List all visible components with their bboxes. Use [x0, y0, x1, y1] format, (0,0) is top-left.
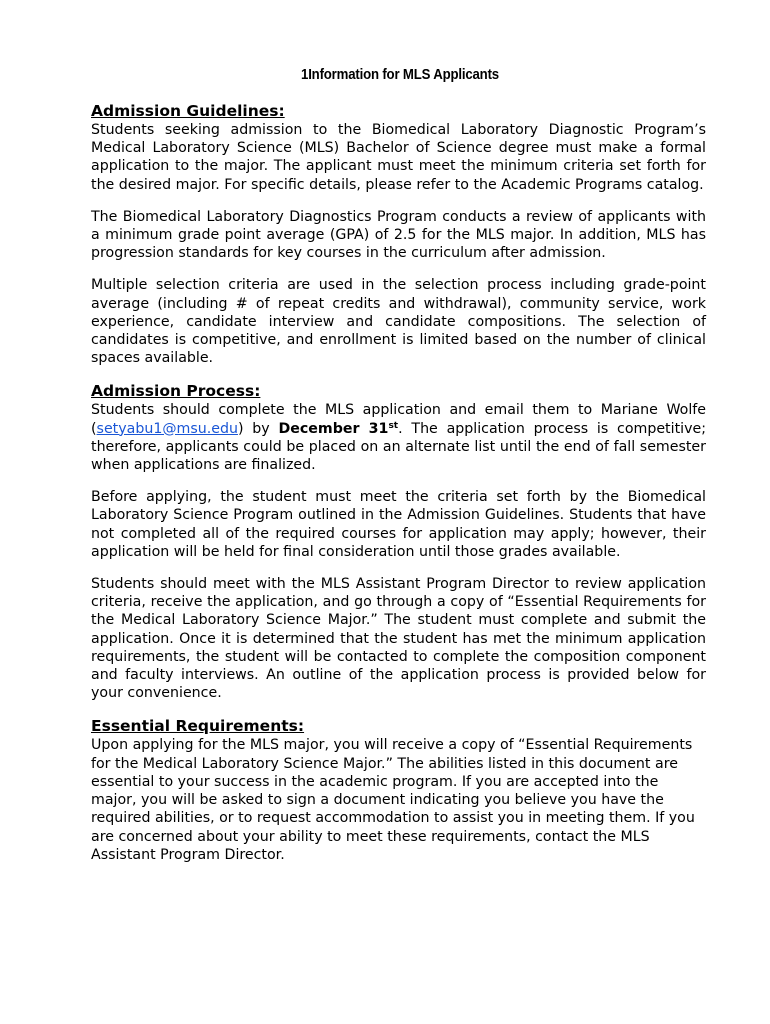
admission-process-heading: Admission Process: [91, 382, 261, 401]
admission-process-text-by: ) by [237, 420, 279, 437]
essential-requirements-paragraph: Upon applying for the MLS major, you will receive a copy of “Essential Requirements for the Medical Laboratory Science Major.” The abilities listed in this document are essential to your success in the academic program. If you are accepted into the major, you will be asked to sign a document indicating you believe you have the required abilities, or to request accommodation to assist you in meeting them. If you are concerned about your ability to meet these requirements, contact the MLS Assistant Program Director. [91, 737, 695, 863]
deadline-text: December 31 [278, 420, 389, 437]
admission-process-paragraph-2: Before applying, the student must meet the criteria set forth by the Biomedical Laboratory Science Program outlined in the Admission Guidelines. Students that have not completed all of the required courses for application may apply; however, their application will be held for final consideration until those grades available. [91, 489, 706, 560]
document-title: 1Information for MLS Applicants [301, 66, 499, 83]
admission-guidelines-heading: Admission Guidelines: [91, 102, 285, 120]
admission-process-text-start: Students should complete the MLS application and email them to Mariane Wolfe ( [91, 402, 706, 437]
deadline-date [278, 421, 398, 437]
admission-process-text-end: . The application process is competitive; therefore, applicants could be placed on an alternate list until the end of fall semester when applications are finalized. [91, 420, 706, 474]
email-link[interactable]: setyabu1@msu.edu [96, 420, 238, 437]
admission-guidelines-paragraph-2: The Biomedical Laboratory Diagnostics Program conducts a review of applicants with a minimum grade point average (GPA) of 2.5 for the MLS major. In addition, MLS has progression standards for key courses in the curriculum after admission. [91, 208, 706, 262]
admission-process-paragraph-3: Students should meet with the MLS Assistant Program Director to review application criteria, receive the application, and go through a copy of “Essential Requirements for the Medical Laboratory Science Major.” The student must complete and submit the application. Once it is determined that the student has met the minimum application requirements, the student will be contacted to complete the composition component and faculty interviews. An outline of the application process is provided below for your convenience. [91, 576, 706, 702]
document-body [91, 101, 706, 864]
essential-requirements-heading: Essential Requirements: [91, 717, 305, 736]
admission-guidelines-paragraph-1: Students seeking admission to the Biomedical Laboratory Diagnostic Program’s Medical Laboratory Science (MLS) Bachelor of Science degree must make a formal application to the major. The applicant must meet the minimum criteria set forth for the desired major. For specific details, please refer to the Academic Programs catalog. [91, 122, 706, 193]
admission-guidelines-paragraph-3: Multiple selection criteria are used in the selection process including grade-point average (including # of repeat credits and withdrawal), community service, work experience, candidate interview and candidate compositions. The selection of candidates is competitive, and enrollment is limited based on the number of clinical spaces available. [91, 277, 706, 367]
deadline-suffix: st [388, 420, 399, 431]
admission-process-paragraph-1 [91, 401, 706, 474]
